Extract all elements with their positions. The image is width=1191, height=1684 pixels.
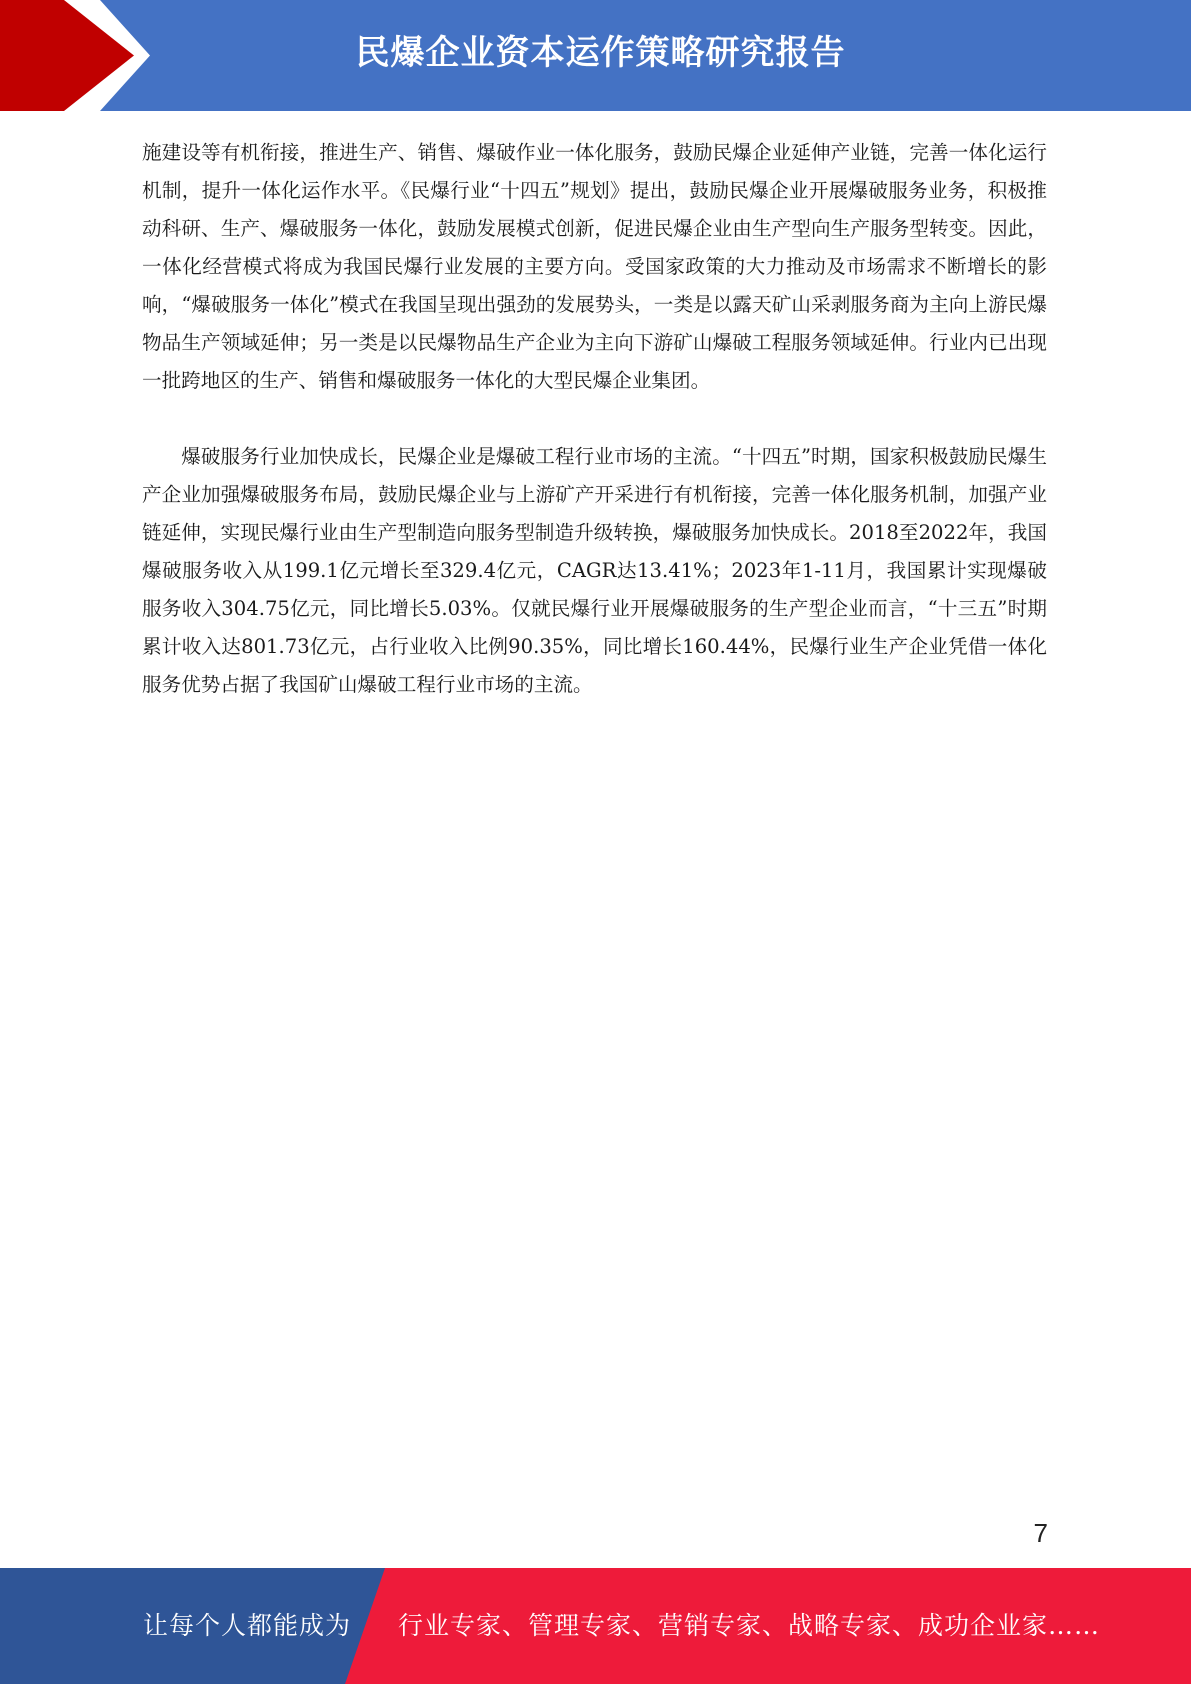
footer-slogan-right: 行业专家、管理专家、营销专家、战略专家、成功企业家…… <box>398 1611 1101 1640</box>
body-content <box>142 134 1047 704</box>
page-header <box>0 0 1191 111</box>
page-footer <box>0 1568 1191 1684</box>
page-number: 7 <box>1033 1518 1048 1548</box>
body-paragraph: 施建设等有机衔接，推进生产、销售、爆破作业一体化服务，鼓励民爆企业延伸产业链，完善一体化运行机制，提升一体化运作水平。《民爆行业“十四五”规划》提出，鼓励民爆企业开展爆破服务业务，积极推动科研、生产、爆破服务一体化，鼓励发展模式创新，促进民爆企业由生产型向生产服务型转变。因此，一体化经营模式将成为我国民爆行业发展的主要方向。受国家政策的大力推动及市场需求不断增长的影响，“爆破服务一体化”模式在我国呈现出强劲的发展势头，一类是以露天矿山采剥服务商为主向上游民爆物品生产领域延伸；另一类是以民爆物品生产企业为主向下游矿山爆破工程服务领域延伸。行业内已出现一批跨地区的生产、销售和爆破服务一体化的大型民爆企业集团。 <box>142 141 1047 392</box>
body-paragraph: 爆破服务行业加快成长，民爆企业是爆破工程行业市场的主流。“十四五”时期，国家积极鼓励民爆生产企业加强爆破服务布局，鼓励民爆企业与上游矿产开采进行有机衔接，完善一体化服务机制，加强产业链延伸，实现民爆行业由生产型制造向服务型制造升级转换，爆破服务加快成长。2018至2022年，我国爆破服务收入从199.1亿元增长至329.4亿元，CAGR达13.41%；2023年1-11月，我国累计实现爆破服务收入304.75亿元，同比增长5.03%。仅就民爆行业开展爆破服务的生产型企业而言，“十三五”时期累计收入达801.73亿元，占行业收入比例90.35%，同比增长160.44%，民爆行业生产企业凭借一体化服务优势占据了我国矿山爆破工程行业市场的主流。 <box>142 445 1047 696</box>
report-title: 民爆企业资本运作策略研究报告 <box>355 33 846 73</box>
footer-slogan-left: 让每个人都能成为 <box>143 1611 352 1640</box>
